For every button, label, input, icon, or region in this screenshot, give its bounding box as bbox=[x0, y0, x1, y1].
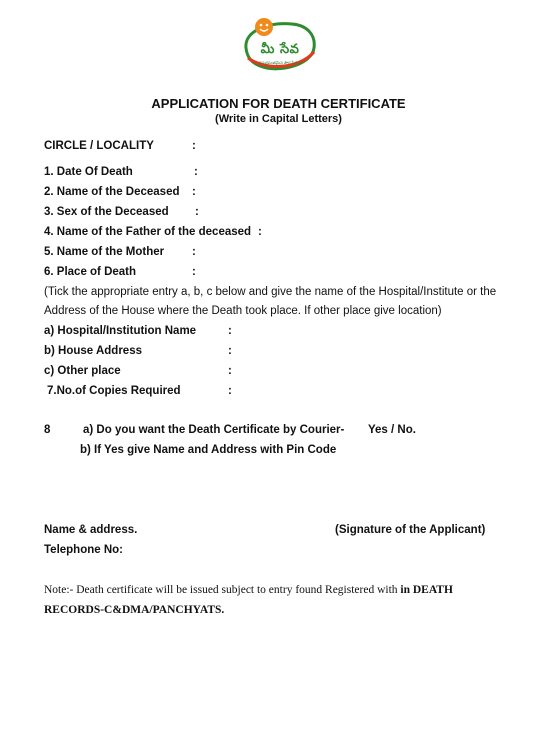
instruction-line-1: (Tick the appropriate entry a, b, c below and give the name of the Hospital/Institute or the bbox=[44, 286, 497, 298]
field-colon: : bbox=[228, 325, 232, 337]
field-colon: : bbox=[194, 166, 198, 178]
option-hospital: a) Hospital/Institution Name bbox=[44, 325, 197, 337]
field-mother-name: 5. Name of the Mother bbox=[44, 246, 165, 258]
mee-seva-logo bbox=[240, 14, 320, 74]
field-copies-required: 7.No.of Copies Required bbox=[47, 385, 181, 397]
field-colon: : bbox=[258, 226, 262, 238]
option-house-address: b) House Address bbox=[44, 345, 142, 357]
telephone-label: Telephone No: bbox=[44, 544, 124, 556]
name-address-label: Name & address. bbox=[44, 524, 138, 536]
field-colon: : bbox=[228, 345, 232, 357]
page-subtitle: (Write in Capital Letters) bbox=[215, 113, 342, 125]
field-colon: : bbox=[228, 365, 232, 377]
field-date-of-death: 1. Date Of Death bbox=[44, 166, 133, 178]
instruction-line-2: Address of the House where the Death took place. If other place give location) bbox=[44, 305, 442, 317]
note-bold-1: in DEATH bbox=[400, 584, 453, 596]
courier-answer: Yes / No. bbox=[368, 424, 416, 436]
field-name-of-deceased: 2. Name of the Deceased bbox=[44, 186, 180, 198]
field-father-name: 4. Name of the Father of the deceased bbox=[44, 226, 252, 238]
option-other-place: c) Other place bbox=[44, 365, 121, 377]
logo-text: మీ సేవ bbox=[260, 42, 300, 57]
circle-locality-label: CIRCLE / LOCALITY bbox=[44, 140, 154, 152]
courier-question-b: b) If Yes give Name and Address with Pin Code bbox=[80, 444, 337, 456]
page-title: APPLICATION FOR DEATH CERTIFICATE bbox=[151, 96, 406, 111]
signature-label: (Signature of the Applicant) bbox=[335, 524, 486, 536]
field-sex-of-deceased: 3. Sex of the Deceased bbox=[44, 206, 169, 218]
field-colon: : bbox=[192, 266, 196, 278]
note bbox=[44, 580, 514, 620]
field-place-of-death: 6. Place of Death bbox=[44, 266, 137, 278]
logo-tagline: సమర్థవంతమైన పౌర సేవలు bbox=[258, 60, 302, 65]
note-prefix: Note:- Death certificate will be issued subject to entry found Registered with bbox=[44, 584, 401, 596]
field-colon: : bbox=[228, 385, 232, 397]
field-colon: : bbox=[195, 206, 199, 218]
courier-number: 8 bbox=[44, 424, 51, 436]
courier-question-a: a) Do you want the Death Certificate by Courier- bbox=[83, 424, 345, 436]
note-bold-2: RECORDS-C&DMA/PANCHYATS. bbox=[44, 604, 225, 616]
field-colon: : bbox=[192, 246, 196, 258]
circle-locality-colon: : bbox=[192, 140, 196, 152]
field-colon: : bbox=[192, 186, 196, 198]
